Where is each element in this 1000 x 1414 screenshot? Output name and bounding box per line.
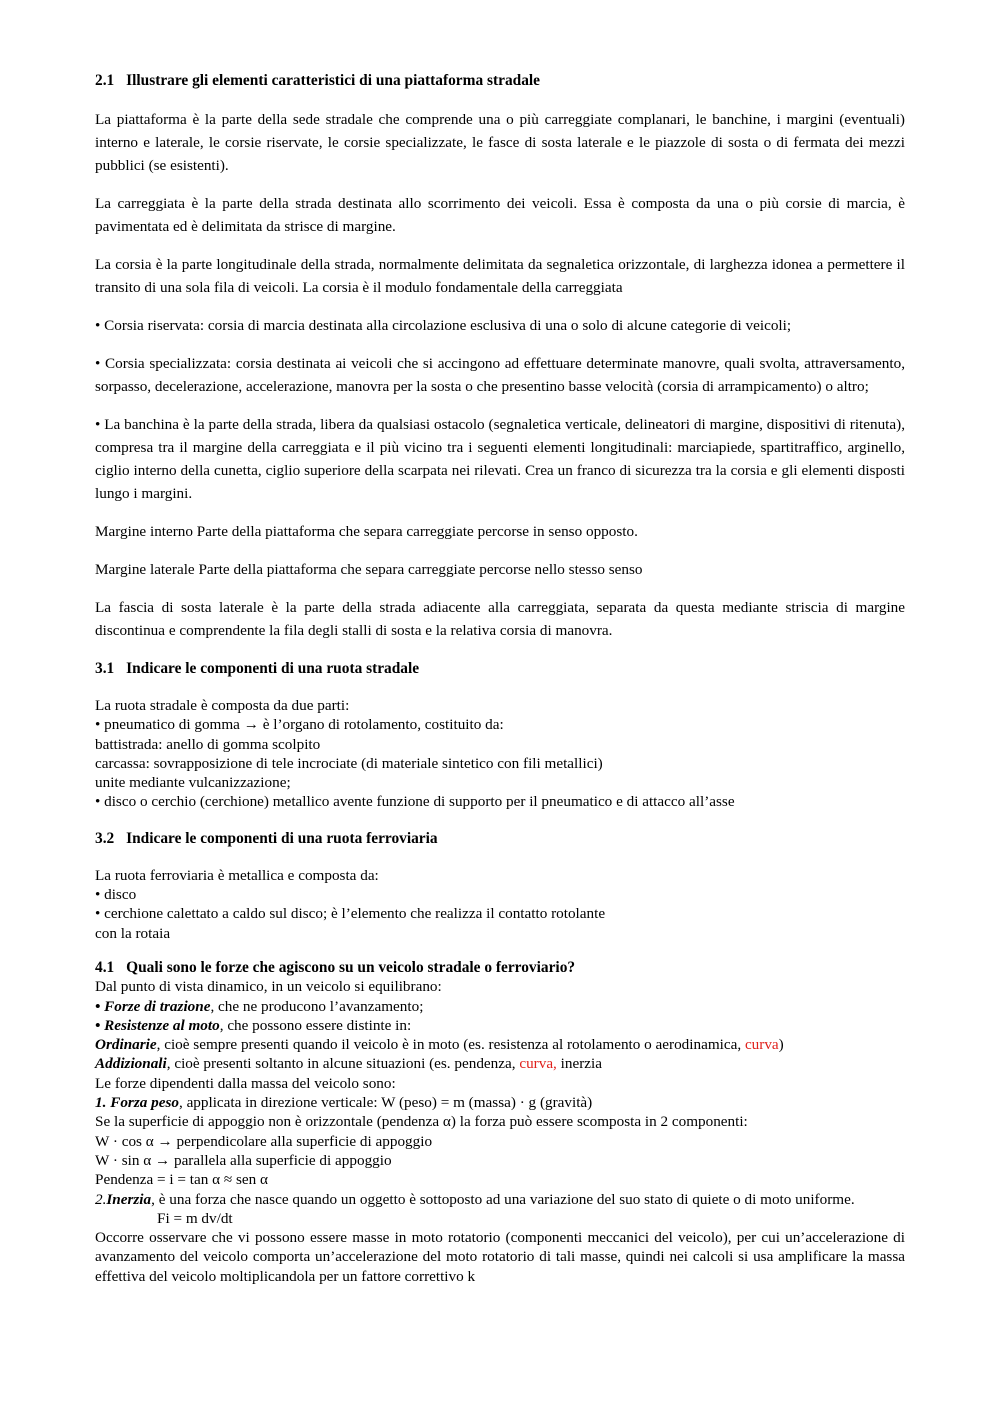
text-line: W · cos α → perpendicolare alla superficie di appoggio — [95, 1132, 433, 1150]
list-line: • cerchione calettato a caldo sul disco; è l’elemento che realizza il contatto rotolante — [95, 905, 606, 923]
highlight-red-text: curva, — [519, 1055, 557, 1073]
paragraph-banchina: • La banchina è la parte della strada, libera da qualsiasi ostacolo (segnaletica verticale, delineatori di margine, dispositivi di ritenuta), compresa tra il margine della carreggiata e il più vicino tra i seguenti elementi longitudinali: marciapiede, spartitraffico, arginello, ciglio interno della cunetta, ciglio superiore della scarpata nei rilevati. Crea un franco di sicurezza tra la corsia e gli elementi disposti lungo i margini. — [95, 416, 905, 502]
section-number: 3.2 — [95, 829, 115, 847]
bold-italic-term: • Forze di trazione — [95, 997, 211, 1015]
paragraph-piattaforma: La piattaforma è la parte della sede stradale che comprende una o più carreggiate complanari, le banchine, i margini (eventuali) interno e laterale, le corsie riservate, le corsie specializzate, le fasce di sosta laterale e le piazzole di sosta o di fermata dei mezzi pubblici (se esistenti). — [95, 111, 905, 174]
ruota-ferroviaria-list — [95, 866, 905, 943]
bold-italic-term: Ordinarie — [95, 1036, 157, 1054]
text-line: Pendenza = i = tan α ≈ sen α — [95, 1171, 268, 1189]
document-page — [95, 69, 905, 1286]
text-line — [95, 1190, 905, 1209]
forze-section-body — [95, 977, 905, 1286]
bold-italic-term: 1. Forza peso — [95, 1094, 179, 1112]
text-run: , è una forza che nasce quando un oggetto è sottoposto ad una variazione del suo stato di quiete o di moto uniforme. — [151, 1190, 855, 1208]
paragraph-corsia-specializzata: • Corsia specializzata: corsia destinata ai veicoli che si accingono ad effettuare determinate manovre, quali svolta, attraversamento, sorpasso, decelerazione, accelerazione, manovra per la sosta o che presentino basse velocità (corsia di arrampicamento) o altro; — [95, 355, 905, 395]
text-run: , che ne producono l’avanzamento; — [210, 997, 424, 1015]
section-heading-4-1 — [95, 958, 905, 977]
paragraph-margine-interno: Margine interno Parte della piattaforma che separa carreggiate percorse in senso opposto. — [95, 523, 638, 540]
text-line: Se la superficie di appoggio non è orizzontale (pendenza α) la forza può essere scomposta in 2 componenti: — [95, 1113, 748, 1131]
bold-italic-term: Inerzia — [106, 1190, 152, 1208]
text-run: ) — [778, 1036, 784, 1054]
section-heading-3-2 — [95, 827, 905, 850]
section-number: 3.1 — [95, 660, 115, 677]
formula-line: Fi = m dv/dt — [157, 1209, 233, 1227]
text-run: , che possono essere distinte in: — [219, 1016, 412, 1034]
text-line: Occorre osservare che vi possono essere masse in moto rotatorio (componenti meccanici del veicolo), per cui un’accelerazione di avanzamento del veicolo comporta un’accelerazione del moto rotatorio di tali masse, quindi nei calcoli si usa amplificare la massa effettiva del veicolo moltiplicandola per un fattore correttivo k — [95, 1229, 905, 1285]
paragraph-corsia: La corsia è la parte longitudinale della strada, normalmente delimitata da segnaletica orizzontale, di larghezza idonea a permettere il transito di una sola fila di veicoli. La corsia è il modulo fondamentale della carreggiata — [95, 256, 905, 296]
section-title: Indicare le componenti di una ruota ferroviaria — [126, 829, 438, 847]
bold-italic-term: Addizionali — [95, 1055, 167, 1073]
bold-italic-term: • Resistenze al moto — [95, 1016, 220, 1034]
paragraph-carreggiata: La carreggiata è la parte della strada destinata allo scorrimento dei veicoli. Essa è composta da una o più corsie di marcia, è pavimentata ed è delimitata da strisce di margine. — [95, 195, 905, 235]
paragraph-margine-laterale: Margine laterale Parte della piattaforma che separa carreggiate percorse nello stesso senso — [95, 561, 643, 578]
list-line: • pneumatico di gomma → è l’organo di rotolamento, costituito da: — [95, 716, 504, 734]
paragraph-corsia-riservata: • Corsia riservata: corsia di marcia destinata alla circolazione esclusiva di una o solo di alcune categorie di veicoli; — [95, 317, 792, 334]
section-title: Indicare le componenti di una ruota stradale — [126, 660, 420, 677]
text-line: Le forze dipendenti dalla massa del veicolo sono: — [95, 1074, 396, 1092]
list-line: carcassa: sovrapposizione di tele incrociate (di materiale sintetico con fili metallici) — [95, 754, 603, 772]
list-line: • disco — [95, 886, 137, 904]
section-title: Quali sono le forze che agiscono su un veicolo stradale o ferroviario? — [126, 958, 576, 976]
text-line — [95, 1016, 905, 1035]
list-line: unite mediante vulcanizzazione; — [95, 774, 291, 792]
section-number: 2.1 — [95, 72, 115, 89]
list-line: • disco o cerchio (cerchione) metallico avente funzione di supporto per il pneumatico e di attacco all’asse — [95, 793, 735, 811]
section-heading-2-1 — [95, 69, 905, 92]
text-run: , cioè sempre presenti quando il veicolo è in moto (es. resistenza al rotolamento o aerodinamica, — [156, 1036, 745, 1054]
list-line: La ruota ferroviaria è metallica e composta da: — [95, 866, 379, 884]
section-number: 4.1 — [95, 958, 115, 976]
text-line — [95, 997, 905, 1016]
italic-number: 2. — [95, 1190, 107, 1208]
text-line — [95, 1093, 905, 1112]
highlight-red-text: curva — [744, 1036, 779, 1054]
ruota-stradale-list — [95, 696, 905, 812]
list-line: con la rotaia — [95, 924, 171, 942]
list-line: La ruota stradale è composta da due parti: — [95, 697, 350, 714]
section-title: Illustrare gli elementi caratteristici di una piattaforma stradale — [126, 72, 541, 89]
paragraph-fascia-sosta: La fascia di sosta laterale è la parte della strada adiacente alla carreggiata, separata da questa mediante striscia di margine discontinua e comprendente la fila degli stalli di sosta e la relativa corsia di manovra. — [95, 599, 905, 639]
text-line: Dal punto di vista dinamico, in un veicolo si equilibrano: — [95, 978, 442, 996]
section-heading-3-1 — [95, 657, 905, 680]
text-run: inerzia — [556, 1055, 602, 1073]
text-line — [95, 1035, 905, 1054]
text-run: , cioè presenti soltanto in alcune situazioni (es. pendenza, — [166, 1055, 520, 1073]
text-line — [95, 1054, 905, 1073]
list-line: battistrada: anello di gomma scolpito — [95, 735, 321, 753]
text-line: W · sin α → parallela alla superficie di appoggio — [95, 1151, 392, 1169]
text-run: , applicata in direzione verticale: W (peso) = m (massa) · g (gravità) — [178, 1094, 593, 1112]
